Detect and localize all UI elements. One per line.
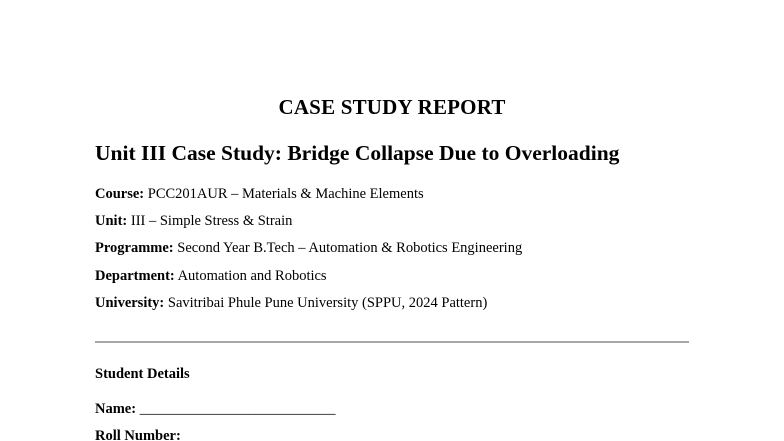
report-title: CASE STUDY REPORT (278, 95, 506, 119)
programme-value: Second Year B.Tech – Automation & Robotics Engineering (177, 240, 523, 256)
unit-label: Unit: (95, 213, 128, 229)
department-row (95, 268, 327, 285)
course-label: Course: (95, 186, 145, 202)
roll-number-label: Roll Number: (95, 428, 181, 441)
horizontal-divider (95, 341, 689, 343)
course-row (95, 186, 424, 203)
university-label: University: (95, 295, 165, 311)
name-field-row (95, 401, 335, 418)
name-blank-line: ___________________________ (139, 401, 336, 417)
student-details-heading: Student Details (95, 366, 190, 382)
programme-label: Programme: (95, 240, 174, 256)
unit-row (95, 213, 292, 230)
department-label: Department: (95, 268, 175, 284)
university-value: Savitribai Phule Pune University (SPPU, 2024 Pattern) (167, 295, 488, 311)
department-value: Automation and Robotics (177, 268, 327, 284)
programme-row (95, 240, 522, 257)
roll-number-row (95, 428, 181, 441)
name-label: Name: (95, 401, 137, 417)
course-value: PCC201AUR – Materials & Machine Elements (147, 186, 424, 202)
university-row (95, 295, 487, 312)
unit-value: III – Simple Stress & Strain (130, 213, 293, 229)
case-study-subtitle: Unit III Case Study: Bridge Collapse Due to Overloading (95, 141, 620, 165)
